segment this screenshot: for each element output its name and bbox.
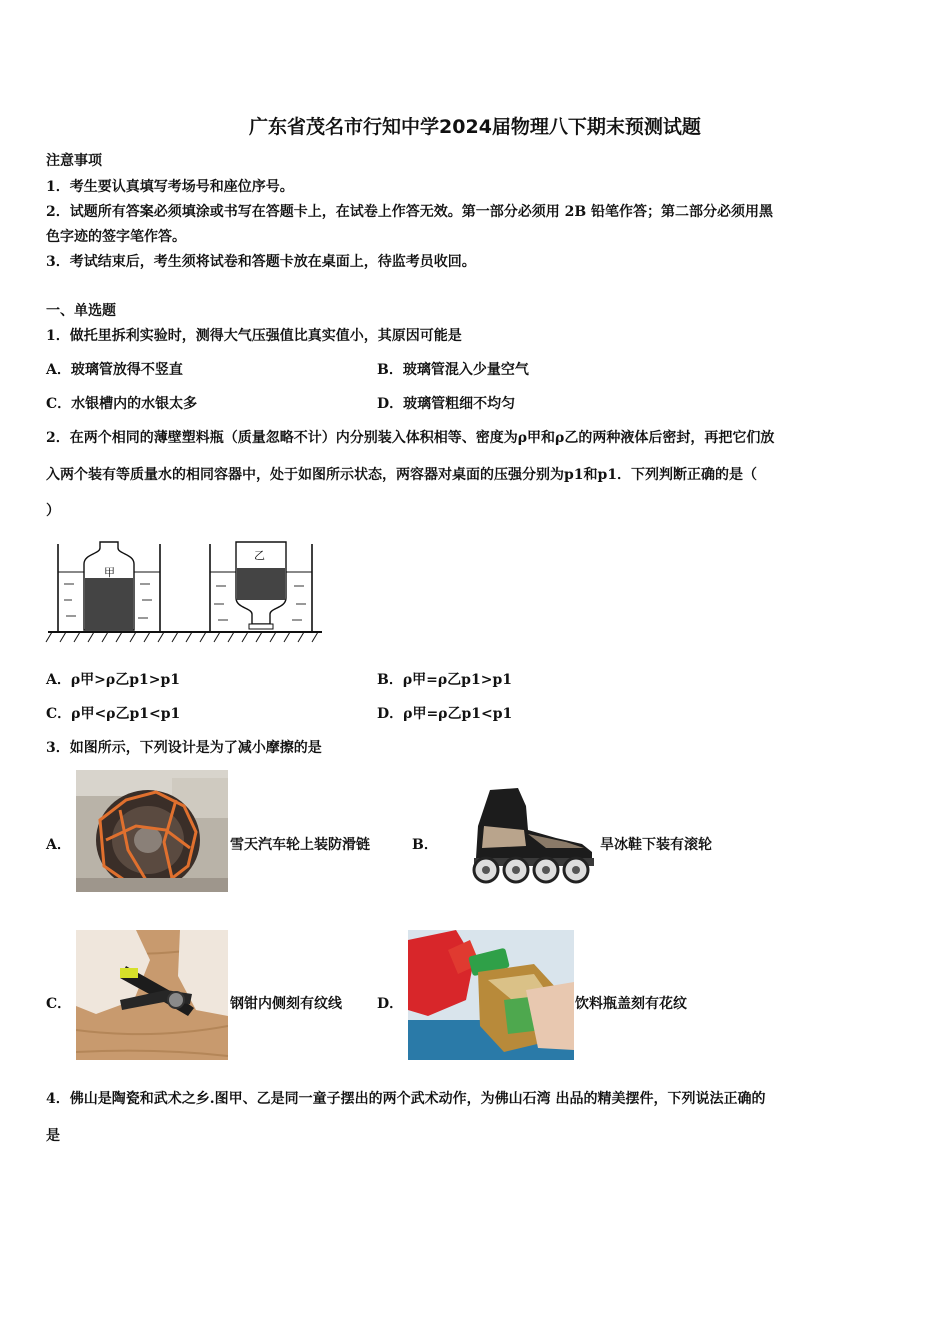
inline-skate-photo bbox=[446, 786, 598, 886]
q2-figure bbox=[44, 538, 326, 648]
q1-option-a: A．玻璃管放得不竖直 bbox=[46, 362, 183, 378]
q1-option-b: B．玻璃管混入少量空气 bbox=[377, 362, 529, 378]
q3-option-a-label: A． bbox=[46, 837, 71, 853]
q3-option-b-text: 旱冰鞋下装有滚轮 bbox=[600, 837, 712, 853]
q1-option-d: D．玻璃管粗细不均匀 bbox=[377, 396, 516, 412]
tire-chain-photo bbox=[76, 770, 228, 892]
page-title: 广东省茂名市行知中学2024届物理八下期末预测试题 bbox=[249, 116, 701, 138]
q2-stem-line1: 2．在两个相同的薄壁塑料瓶（质量忽略不计）内分别装入体积相等、密度为ρ甲和ρ乙的两种液体后密封，再把它们放 bbox=[46, 430, 775, 446]
q1-stem: 1．做托里拆利实验时，测得大气压强值比真实值小，其原因可能是 bbox=[46, 328, 462, 344]
q3-option-a-text: 雪天汽车轮上装防滑链 bbox=[230, 837, 370, 853]
pliers-photo bbox=[76, 930, 228, 1060]
notice-item: 3．考试结束后，考生须将试卷和答题卡放在桌面上，待监考员收回。 bbox=[46, 254, 476, 270]
q2-option-c: C．ρ甲<ρ乙p1<p1 bbox=[46, 706, 181, 722]
q3-option-b-label: B． bbox=[412, 837, 438, 853]
q3-option-d-label: D． bbox=[377, 996, 404, 1012]
q2-label-yi: 乙 bbox=[254, 549, 265, 562]
section-heading: 一、单选题 bbox=[46, 303, 116, 319]
q2-option-b: B．ρ甲=ρ乙p1>p1 bbox=[377, 672, 512, 688]
q3-option-c-label: C． bbox=[46, 996, 72, 1012]
q2-label-jia: 甲 bbox=[104, 566, 115, 579]
q4-stem-line2: 是 bbox=[46, 1128, 60, 1144]
q4-stem-line1: 4．佛山是陶瓷和武术之乡.图甲、乙是同一童子摆出的两个武术动作，为佛山石湾 出品的精美摆件，下列说法正确的 bbox=[46, 1091, 766, 1107]
q1-option-c: C．水银槽内的水银太多 bbox=[46, 396, 198, 412]
q3-stem: 3．如图所示，下列设计是为了减小摩擦的是 bbox=[46, 740, 322, 756]
notice-item: 色字迹的签字笔作答。 bbox=[46, 229, 186, 245]
q2-stem-line3: ） bbox=[46, 503, 60, 519]
q2-option-a: A．ρ甲>ρ乙p1>p1 bbox=[46, 672, 181, 688]
notice-item: 2．试题所有答案必须填涂或书写在答题卡上，在试卷上作答无效。第一部分必须用 2B 铅笔作答；第二部分必须用黑 bbox=[46, 204, 774, 220]
bottle-cap-photo bbox=[408, 930, 574, 1060]
q2-stem-line2: 入两个装有等质量水的相同容器中，处于如图所示状态，两容器对桌面的压强分别为p1和p1．下列判断正确的是（ bbox=[46, 467, 758, 483]
q3-option-c-text: 钢钳内侧刻有纹线 bbox=[230, 996, 342, 1012]
notice-item: 1．考生要认真填写考场号和座位序号。 bbox=[46, 179, 294, 195]
q3-option-d-text: 饮料瓶盖刻有花纹 bbox=[575, 996, 687, 1012]
notice-heading: 注意事项 bbox=[46, 153, 102, 169]
q2-option-d: D．ρ甲=ρ乙p1<p1 bbox=[377, 706, 513, 722]
